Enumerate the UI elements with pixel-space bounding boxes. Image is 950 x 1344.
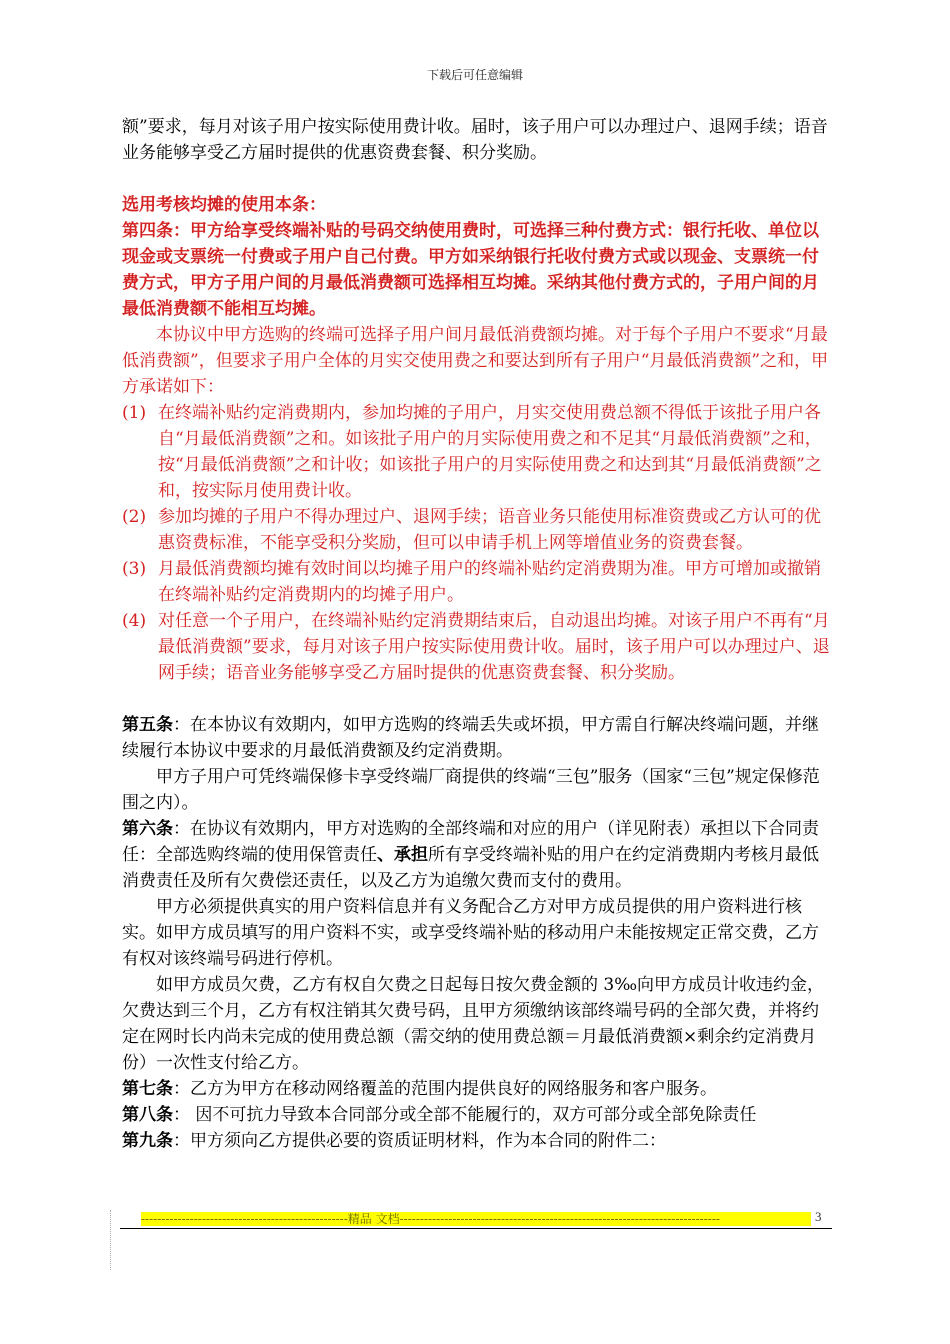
spacer — [122, 686, 834, 712]
article-4-paragraph: 本协议中甲方选购的终端可选择子用户间月最低消费额均摊。对于每个子用户不要求“月最低消费额”，但要求子用户全体的月实交使用费之和要达到所有子用户“月最低消费额”之和，甲方承诺如下： — [122, 325, 829, 397]
article-9-text: ：甲方须向乙方提供必要的资质证明材料，作为本合同的附件二： — [173, 1131, 666, 1151]
list-item-text: 对任意一个子用户，在终端补贴约定消费期结束后，自动退出均摊。对该子用户不再有“月最低消费额”要求，每月对该子用户按实际使用费计收。届时，该子用户可以办理过户、退网手续；语音业务能够享受乙方届时提供的优惠资费套餐、积分奖励。 — [158, 611, 830, 683]
list-item — [122, 504, 834, 556]
list-item-text: 在终端补贴约定消费期内，参加均摊的子用户，月实交使用费总额不得低于该批子用户各自“月最低消费额”之和。如该批子用户的月实际使用费之和不足其“月最低消费额”之和，按“月最低消费额”之和计收；如该批子用户的月实际使用费之和达到其“月最低消费额”之和，按实际月使用费计收。 — [158, 403, 822, 501]
list-item — [122, 400, 834, 504]
list-item-text: 月最低消费额均摊有效时间以均摊子用户的终端补贴约定消费期为准。甲方可增加或撤销在终端补贴约定消费期内的均摊子用户。 — [158, 559, 821, 605]
list-item-number: (2) — [122, 507, 147, 527]
list-item-number: (3) — [122, 559, 147, 579]
article-6-text-b: 所有享受终端补贴的用户在约定消费期内考核月最低消费责任及所有欠费偿还责任，以及乙方为追缴欠费而支付的费用。 — [122, 845, 819, 891]
article-8-text: ： 因不可抗力导致本合同部分或全部不能履行的，双方可部分或全部免除责任 — [173, 1105, 757, 1125]
article-6 — [122, 816, 834, 894]
article-6-paragraph-1: 甲方必须提供真实的用户资料信息并有义务配合乙方对甲方成员提供的用户资料进行核实。如甲方成员填写的用户资料不实，或享受终端补贴的移动用户未能按规定正常交费，乙方有权对该终端号码进行停机。 — [122, 897, 819, 969]
article-9-label: 第九条 — [122, 1131, 173, 1151]
article-5-label: 第五条 — [122, 715, 173, 735]
article-6-text-a: ：在协议有效期内，甲方对选购的全部终端和对应的用户（详见附表）承担以下合同责任：全部选购终端的使用保管责任 — [122, 819, 819, 865]
article-6-label: 第六条 — [122, 819, 173, 839]
list-item — [122, 608, 834, 686]
balance-heading: 选用考核均摊的使用本条： — [122, 195, 326, 215]
list-item-number: (1) — [122, 403, 147, 423]
continuation-paragraph: 额”要求，每月对该子用户按实际使用费计收。届时，该子用户可以办理过户、退网手续；语音业务能够享受乙方届时提供的优惠资费套餐、积分奖励。 — [122, 117, 828, 163]
list-item-text: 参加均摊的子用户不得办理过户、退网手续；语音业务只能使用标准资费或乙方认可的优惠资费标准，不能享受积分奖励，但可以申请手机上网等增值业务的资费套餐。 — [158, 507, 821, 553]
footer-rule — [120, 1228, 832, 1229]
article-8-label: 第八条 — [122, 1105, 173, 1125]
article-6-paragraph-2: 如甲方成员欠费，乙方有权自欠费之日起每日按欠费金额的 3‰向甲方成员计收违约金，欠费达到三个月，乙方有权注销其欠费号码，且甲方须缴纳该部终端号码的全部欠费，并将约定在网时长内尚未完成的使用费总额（需交纳的使用费总额＝月最低消费额×剩余约定消费月份）一次性支付给乙方。 — [122, 975, 825, 1073]
article-7-label: 第七条 — [122, 1079, 173, 1099]
article-4 — [122, 218, 834, 322]
article-8 — [122, 1102, 834, 1128]
margin-dotted-line — [110, 1210, 111, 1270]
article-5 — [122, 712, 834, 764]
article-6-bold: 、承担 — [377, 845, 428, 865]
article-4-label: 第四条： — [122, 221, 190, 241]
article-4-text-a: 甲方给享受终端补贴的 — [190, 221, 360, 241]
footer-text: ---------------------------------------------------精品 文档------------------------------------------------------------------------------- — [141, 1212, 720, 1226]
spacer — [122, 166, 834, 192]
article-7-text: ：乙方为甲方在移动网络覆盖的范围内提供良好的网络服务和客户服务。 — [173, 1079, 717, 1099]
list-item-number: (4) — [122, 611, 147, 631]
article-5-paragraph: 甲方子用户可凭终端保修卡享受终端厂商提供的终端“三包”服务（国家“三包”规定保修范围之内）。 — [122, 767, 820, 813]
page-header: 下载后可任意编辑 — [426, 68, 523, 82]
list-item — [122, 556, 834, 608]
document-body — [122, 114, 834, 1154]
article-9 — [122, 1128, 834, 1154]
article-5-text: ：在本协议有效期内，如甲方选购的终端丢失或坏损，甲方需自行解决终端问题，并继续履行本协议中要求的月最低消费额及约定消费期。 — [122, 715, 819, 761]
page-number: 3 — [815, 1209, 822, 1224]
article-4-text-b: 号码交纳使用费时，可选择三种付费方式：银行托收、单位以现金或支票统一付费或子用户自己付费。甲方如采纳银行托收付费方式或以现金、支票统一付费方式，甲方子用户间的月最低消费额可选择相互均摊。采纳其他付费方式的，子用户间的月最低消费额不能相互均摊。 — [122, 221, 819, 319]
article-7 — [122, 1076, 834, 1102]
